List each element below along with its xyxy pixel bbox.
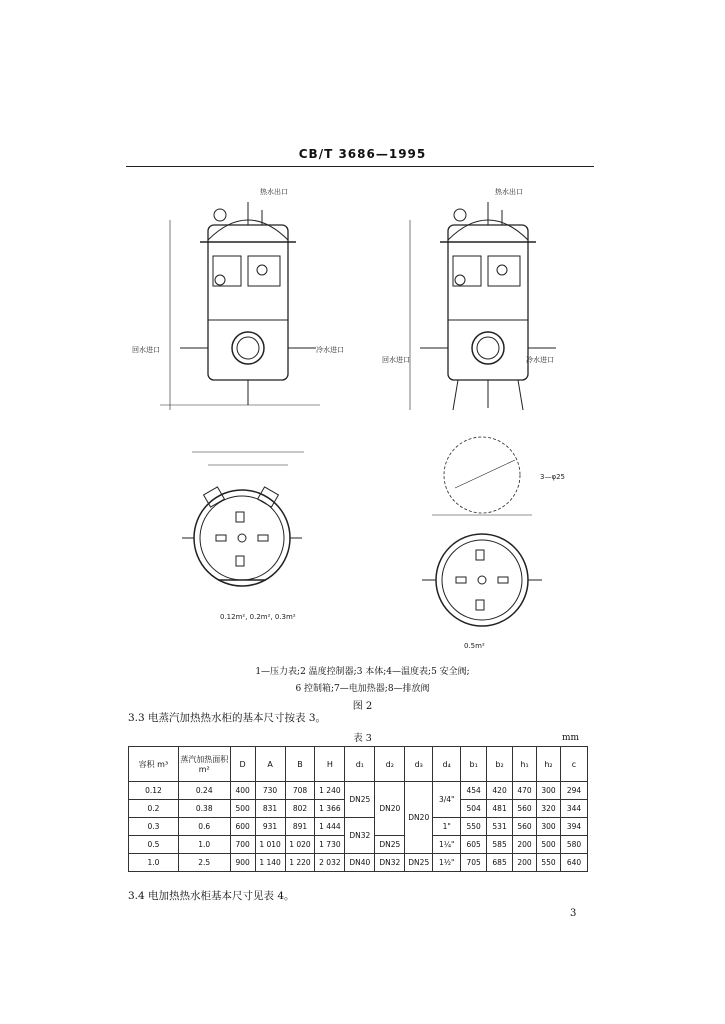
table-cell-merged: 3/4" [433,782,461,818]
table-cell: 802 [285,800,315,818]
table-cell: 344 [560,800,587,818]
table-cell: 0.24 [178,782,230,800]
header-cell: d₃ [405,747,433,782]
header-cell: d₁ [345,747,375,782]
table-cell: 320 [537,800,561,818]
table-header-row [129,747,588,782]
table-cell: 550 [461,818,487,836]
table-cell: 1 020 [285,836,315,854]
standard-header: CB/T 3686—1995 [298,147,427,161]
table-title: 表 3 [353,733,372,744]
table-cell: 1 140 [255,854,285,872]
table-cell: 730 [255,782,285,800]
table-cell: 2 032 [315,854,345,872]
table-cell: 0.2 [129,800,179,818]
header-rule [126,166,594,167]
section-3-3: 3.3 电蒸汽加热热水柜的基本尺寸按表 3。 [128,712,327,724]
table-cell: 600 [230,818,255,836]
table-cell: 685 [487,854,513,872]
area-note-right: 0.5m² [464,642,485,650]
header-cell: 容积 m³ [129,747,179,782]
figure-legend-line1: 1—压力表;2 温度控制器;3 本体;4—温度表;5 安全阀; [255,667,470,677]
table-cell-merged: DN25 [375,836,405,854]
table-cell: DN25 [405,854,433,872]
table-cell: 394 [560,818,587,836]
table-cell-merged: 1¼" [433,836,461,854]
table-cell: 300 [537,782,561,800]
cold-inlet-label-right: 冷水进口 [526,356,554,364]
table-cell: 560 [513,800,537,818]
table-cell: 454 [461,782,487,800]
figure-number: 图 2 [352,701,373,712]
header-cell: b₂ [487,747,513,782]
table-cell: 500 [537,836,561,854]
header-cell: A [255,747,285,782]
table-cell: 531 [487,818,513,836]
table-cell: 0.5 [129,836,179,854]
figure-legend-line2: 6 控制箱;7—电加热器;8—排放阀 [295,684,430,694]
table-cell: 294 [560,782,587,800]
table-cell: 1.0 [178,836,230,854]
table-cell: 200 [513,854,537,872]
table-cell: 550 [537,854,561,872]
left-plan-view [182,452,304,586]
table-cell-merged: DN20 [405,782,433,854]
table-cell: DN40 [345,854,375,872]
header-cell: d₂ [375,747,405,782]
table-cell: 580 [560,836,587,854]
table-cell: 605 [461,836,487,854]
table-cell: 500 [230,800,255,818]
table-cell: 1" [433,818,461,836]
table-cell: 560 [513,818,537,836]
header-cell: B [285,747,315,782]
table-cell: 200 [513,836,537,854]
table-cell: 300 [537,818,561,836]
table-unit: mm [562,733,580,743]
table-cell: 585 [487,836,513,854]
technical-drawing [120,180,600,650]
table-3 [128,746,588,872]
table-cell: 2.5 [178,854,230,872]
cold-inlet-label-left: 冷水进口 [316,346,344,354]
header-cell: D [230,747,255,782]
page-number: 3 [570,908,577,919]
table-cell: 640 [560,854,587,872]
table-cell: 1.0 [129,854,179,872]
table-cell: 1 366 [315,800,345,818]
table-row [129,854,588,872]
table-cell: 708 [285,782,315,800]
right-elevation-view [410,202,556,410]
table-cell: 400 [230,782,255,800]
hot-outlet-label-left: 热水出口 [260,188,288,196]
header-cell: b₁ [461,747,487,782]
table-cell: 705 [461,854,487,872]
table-cell: 700 [230,836,255,854]
table-cell: 1 010 [255,836,285,854]
table-row [129,818,588,836]
return-inlet-label-left: 回水进口 [132,346,160,354]
hot-outlet-label-right: 热水出口 [495,188,523,196]
table-row [129,782,588,800]
area-note-left: 0.12m², 0.2m², 0.3m² [220,613,296,621]
table-cell: 481 [487,800,513,818]
table-cell: 1 444 [315,818,345,836]
table-cell: 891 [285,818,315,836]
table-cell: 470 [513,782,537,800]
table-cell: 0.38 [178,800,230,818]
table-cell: 1 220 [285,854,315,872]
table-cell: 900 [230,854,255,872]
section-3-4: 3.4 电加热热水柜基本尺寸见表 4。 [128,890,295,902]
header-cell: c [560,747,587,782]
table-cell-merged: DN25 [345,782,375,818]
header-cell: d₄ [433,747,461,782]
table-cell: 0.3 [129,818,179,836]
table-cell: 1 730 [315,836,345,854]
right-plan-view [422,437,542,626]
table-cell-merged: DN32 [345,818,375,854]
header-cell: H [315,747,345,782]
table-cell: 420 [487,782,513,800]
header-cell: 蒸汽加热面积 m² [178,747,230,782]
table-cell: 831 [255,800,285,818]
table-cell: 0.6 [178,818,230,836]
table-cell: 931 [255,818,285,836]
table-cell: 1 240 [315,782,345,800]
hole-note: 3—φ25 [540,473,565,481]
table-cell: 0.12 [129,782,179,800]
table-cell: DN32 [375,854,405,872]
left-elevation-view [160,202,320,410]
return-inlet-label-right: 回水进口 [382,356,410,364]
header-cell: h₂ [537,747,561,782]
table-cell: 504 [461,800,487,818]
table-cell: 1½" [433,854,461,872]
table-cell-merged: DN20 [375,782,405,836]
header-cell: h₁ [513,747,537,782]
